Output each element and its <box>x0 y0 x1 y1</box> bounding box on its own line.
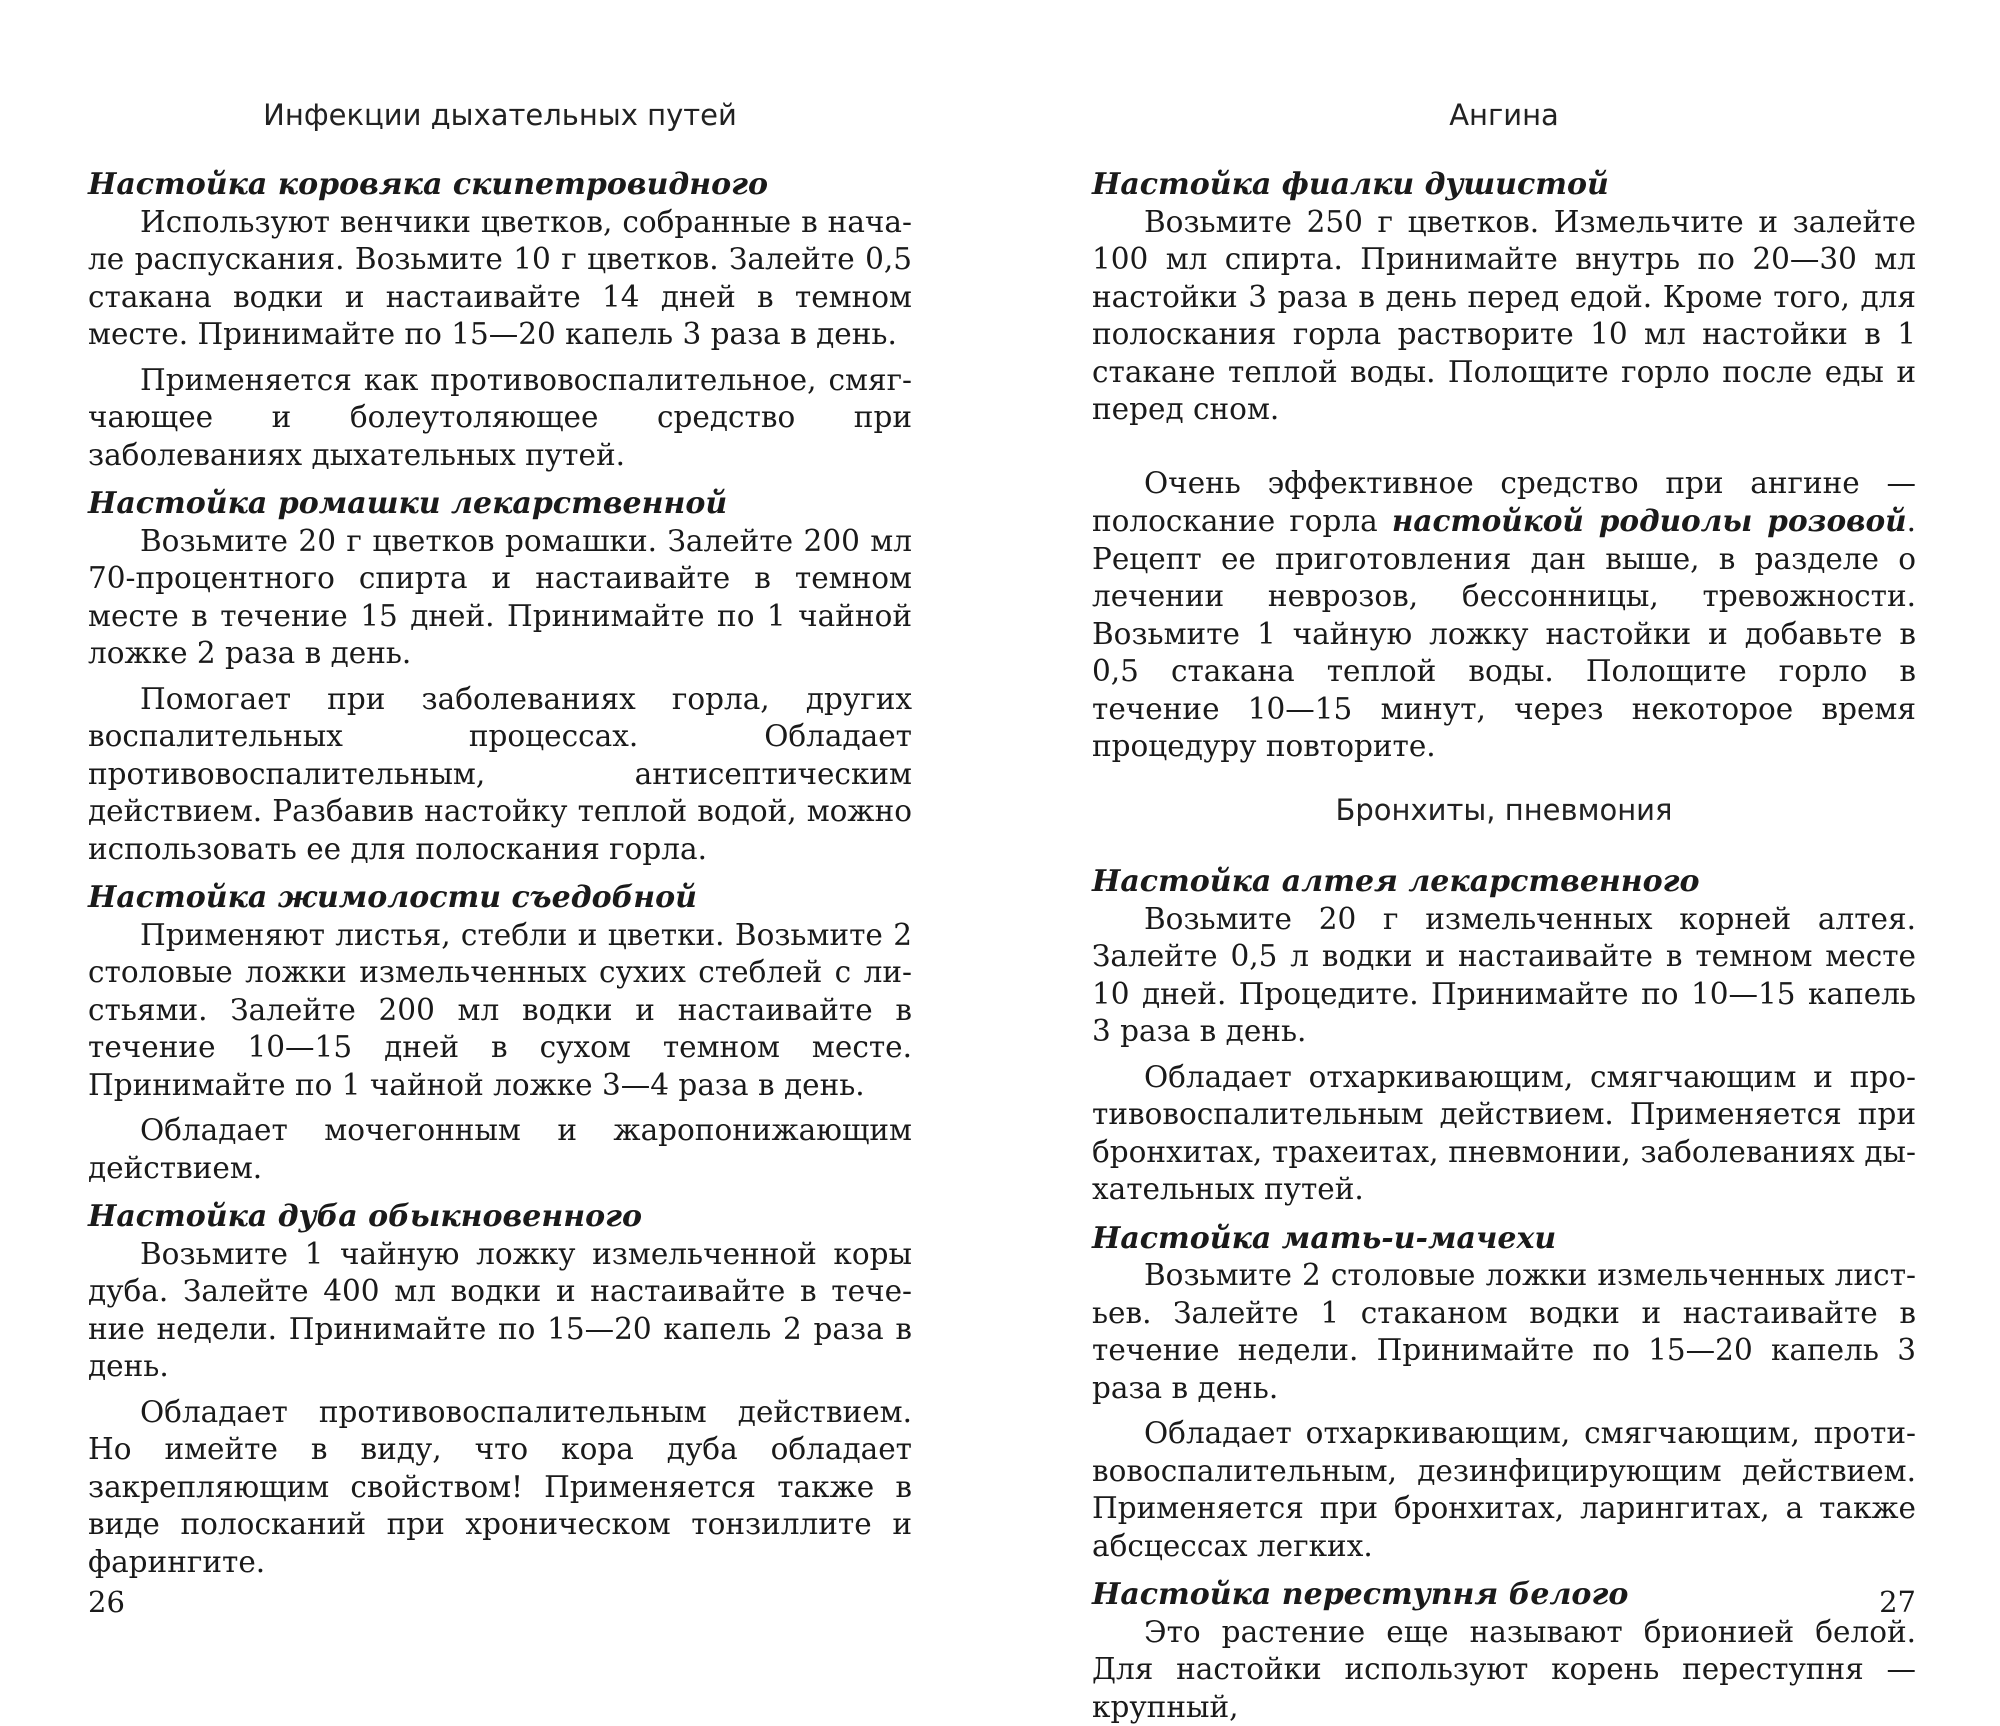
paragraph-text: Очень эффективное средство при ангине — полоскание горла <box>1092 466 1916 539</box>
paragraph: Обладает отхаркивающим, смягчающим и противовоспалительным действием. Применяется при бронхитах, трахеитах, пневмонии, заболеваниях дыхательных путей. <box>1092 1059 1916 1209</box>
paragraph: Помогает при заболеваниях горла, других воспалительных процессах. Обладает противовоспалительным, антисептическим действием. Разбавив настойку теплой водой, можно использовать ее для полоскания горла. <box>88 681 912 869</box>
section-heading: Настойка переступня белого <box>1092 1576 1916 1614</box>
paragraph-text: . Рецепт ее приготовления дан выше, в разделе о лечении неврозов, бессонницы, тревожности. Возьмите 1 чайную ложку настойки и добавьте в 0,5 стакана теплой воды. Полощите горло в течение 10—15 минут, через некоторое время процедуру повторите. <box>1092 504 1916 763</box>
page-number-left: 26 <box>88 1585 125 1619</box>
paragraph: Применяется как противовоспалительное, смягчающее и болеутоляющее средство при заболеваниях дыхательных путей. <box>88 362 912 475</box>
section-heading: Настойка жимолости съедобной <box>88 879 912 917</box>
section-heading: Настойка дуба обыкновенного <box>88 1198 912 1236</box>
paragraph: Применяют листья, стебли и цветки. Возьмите 2 столовые ложки измельченных сухих стеблей с листьями. Залейте 200 мл водки и настаивайте в течение 10—15 дней в сухом темном месте. Принимайте по 1 чайной ложке 3—4 раза в день. <box>88 917 912 1105</box>
right-page <box>1092 0 1916 1645</box>
subsection-title: Бронхиты, пневмония <box>1092 792 1916 830</box>
section-heading: Настойка алтея лекарственного <box>1092 863 1916 901</box>
paragraph: Возьмите 2 столовые ложки измельченных листьев. Залейте 1 стаканом водки и настаивайте в течение недели. Принимайте по 15—20 капель 3 раза в день. <box>1092 1257 1916 1407</box>
paragraph: Возьмите 20 г измельченных корней алтея. Залейте 0,5 л водки и настаивайте в темном месте 10 дней. Процедите. Принимайте по 10—15 капель 3 раза в день. <box>1092 901 1916 1051</box>
paragraph: Обладает мочегонным и жаропонижающим действием. <box>88 1112 912 1187</box>
paragraph: Возьмите 1 чайную ложку измельченной коры дуба. Залейте 400 мл водки и настаивайте в течение недели. Принимайте по 15—20 капель 2 раза в день. <box>88 1236 912 1386</box>
paragraph: Обладает отхаркивающим, смягчающим, противовоспалительным, дезинфицирующим действием. Применяется при бронхитах, ларингитах, а также абсцессах легких. <box>1092 1415 1916 1565</box>
paragraph: Это растение еще называют брионией белой. Для настойки используют корень переступня — крупный, <box>1092 1614 1916 1726</box>
section-heading: Настойка ромашки лекарственной <box>88 485 912 523</box>
section-heading: Настойка мать-и-мачехи <box>1092 1220 1916 1258</box>
emphasized-term: настойкой родиолы розовой <box>1392 503 1907 538</box>
section-heading: Настойка фиалки душистой <box>1092 166 1916 204</box>
running-head-right: Ангина <box>1092 98 1916 132</box>
section-heading: Настойка коровяка скипетровидного <box>88 166 912 204</box>
rhodiola-paragraph <box>1092 465 1916 766</box>
paragraph: Возьмите 20 г цветков ромашки. Залейте 200 мл 70-процентного спирта и настаивайте в темном месте в течение 15 дней. Принимайте по 1 чайной ложке 2 раза в день. <box>88 523 912 673</box>
left-page <box>88 0 912 1645</box>
right-page-content <box>1092 166 1916 1726</box>
left-page-content <box>88 166 912 1581</box>
page-number-right: 27 <box>1879 1585 1916 1619</box>
paragraph: Используют венчики цветков, собранные в начале распускания. Возьмите 10 г цветков. Залейте 0,5 стакана водки и настаивайте 14 дней в темном месте. Принимайте по 15—20 капель 3 раза в день. <box>88 204 912 354</box>
paragraph: Обладает противовоспалительным действием. Но имейте в виду, что кора дуба обладает закрепляющим свойством! Применяется также в виде полосканий при хроническом тонзиллите и фарингите. <box>88 1394 912 1582</box>
paragraph: Возьмите 250 г цветков. Измельчите и залейте 100 мл спирта. Принимайте внутрь по 20—30 мл настойки 3 раза в день перед едой. Кроме того, для полоскания горла растворите 10 мл настойки в 1 стакане теплой воды. Полощите горло после еды и перед сном. <box>1092 204 1916 429</box>
running-head-left: Инфекции дыхательных путей <box>88 98 912 132</box>
